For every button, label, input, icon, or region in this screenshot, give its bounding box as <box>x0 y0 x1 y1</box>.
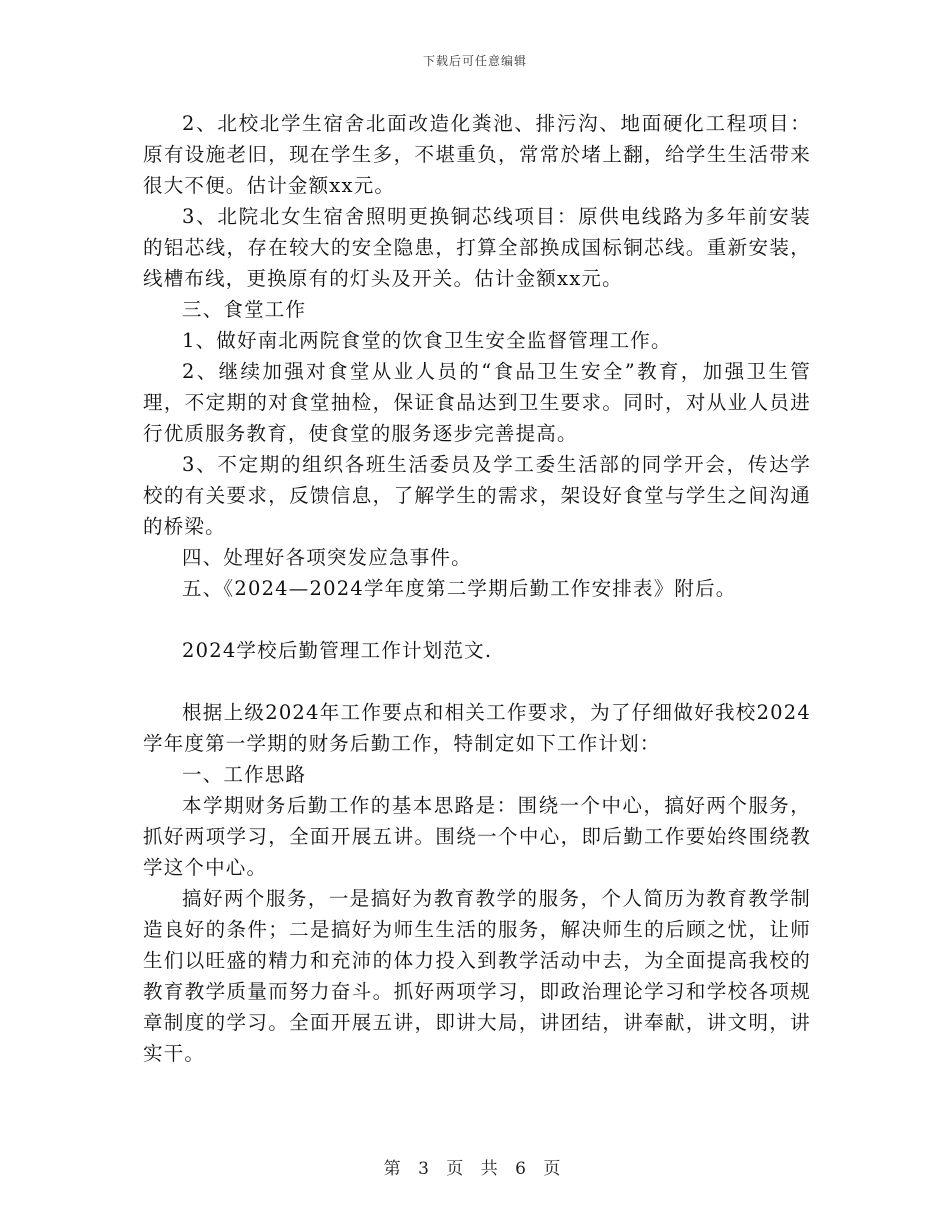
paragraph-item-3-wiring: 3、北院北女生宿舍照明更换铜芯线项目：原供电线路为多年前安装的铝芯线，存在较大的安全隐患，打算全部换成国标铜芯线。重新安装，线槽布线，更换原有的灯头及开关。估计金额xx元。 <box>143 205 811 290</box>
paragraph-two-services: 搞好两个服务，一是搞好为教育教学的服务，个人简历为教育教学制造良好的条件；二是搞好为师生生活的服务，解决师生的后顾之忧，让师生们以旺盛的精力和充沛的体力投入到教学活动中去，为全面提高我校的教育教学质量而努力奋斗。抓好两项学习，即政治理论学习和学校各项规章制度的学习。全面开展五讲，即讲大局，讲团结，讲奉献，讲文明，讲实干。 <box>143 887 811 1065</box>
paragraph-canteen-3: 3、不定期的组织各班生活委员及学工委生活部的同学开会，传达学校的有关要求，反馈信息，了解学生的需求，架设好食堂与学生之间沟通的桥梁。 <box>143 453 811 538</box>
paragraph-canteen-2: 2、继续加强对食堂从业人员的“食品卫生安全”教育，加强卫生管理，不定期的对食堂抽检，保证食品达到卫生要求。同时，对从业人员进行优质服务教育，使食堂的服务逐步完善提高。 <box>143 360 811 445</box>
section-heading-emergency: 四、处理好各项突发应急事件。 <box>182 546 472 569</box>
paragraph-item-2-sewage: 2、北校北学生宿舍北面改造化粪池、排污沟、地面硬化工程项目：原有设施老旧，现在学生多，不堪重负，常常於堵上翻，给学生生活带来很大不便。估计金额xx元。 <box>143 112 811 197</box>
paragraph-canteen-1: 1、做好南北两院食堂的饮食卫生安全监督管理工作。 <box>182 329 672 352</box>
paragraph-basic-thinking: 本学期财务后勤工作的基本思路是：围绕一个中心，搞好两个服务，抓好两项学习，全面开展五讲。围绕一个中心，即后勤工作要始终围绕教学这个中心。 <box>143 794 811 879</box>
section-heading-canteen: 三、食堂工作 <box>182 298 307 321</box>
document-body <box>143 108 811 1069</box>
spacer <box>143 666 811 697</box>
spacer <box>143 604 811 635</box>
section-heading-work-thinking: 一、工作思路 <box>182 763 307 786</box>
paragraph-intro: 根据上级2024年工作要点和相关工作要求，为了仔细做好我校2024学年度第一学期的财务后勤工作，特制定如下工作计划： <box>143 701 811 755</box>
page-header-note: 下载后可任意编辑 <box>422 54 527 68</box>
page-number: 第 3 页 共 6 页 <box>383 1159 567 1179</box>
section-heading-schedule: 五、《2024—2024学年度第二学期后勤工作安排表》附后。 <box>182 577 737 600</box>
document-section-title: 2024学校后勤管理工作计划范文. <box>182 639 493 662</box>
